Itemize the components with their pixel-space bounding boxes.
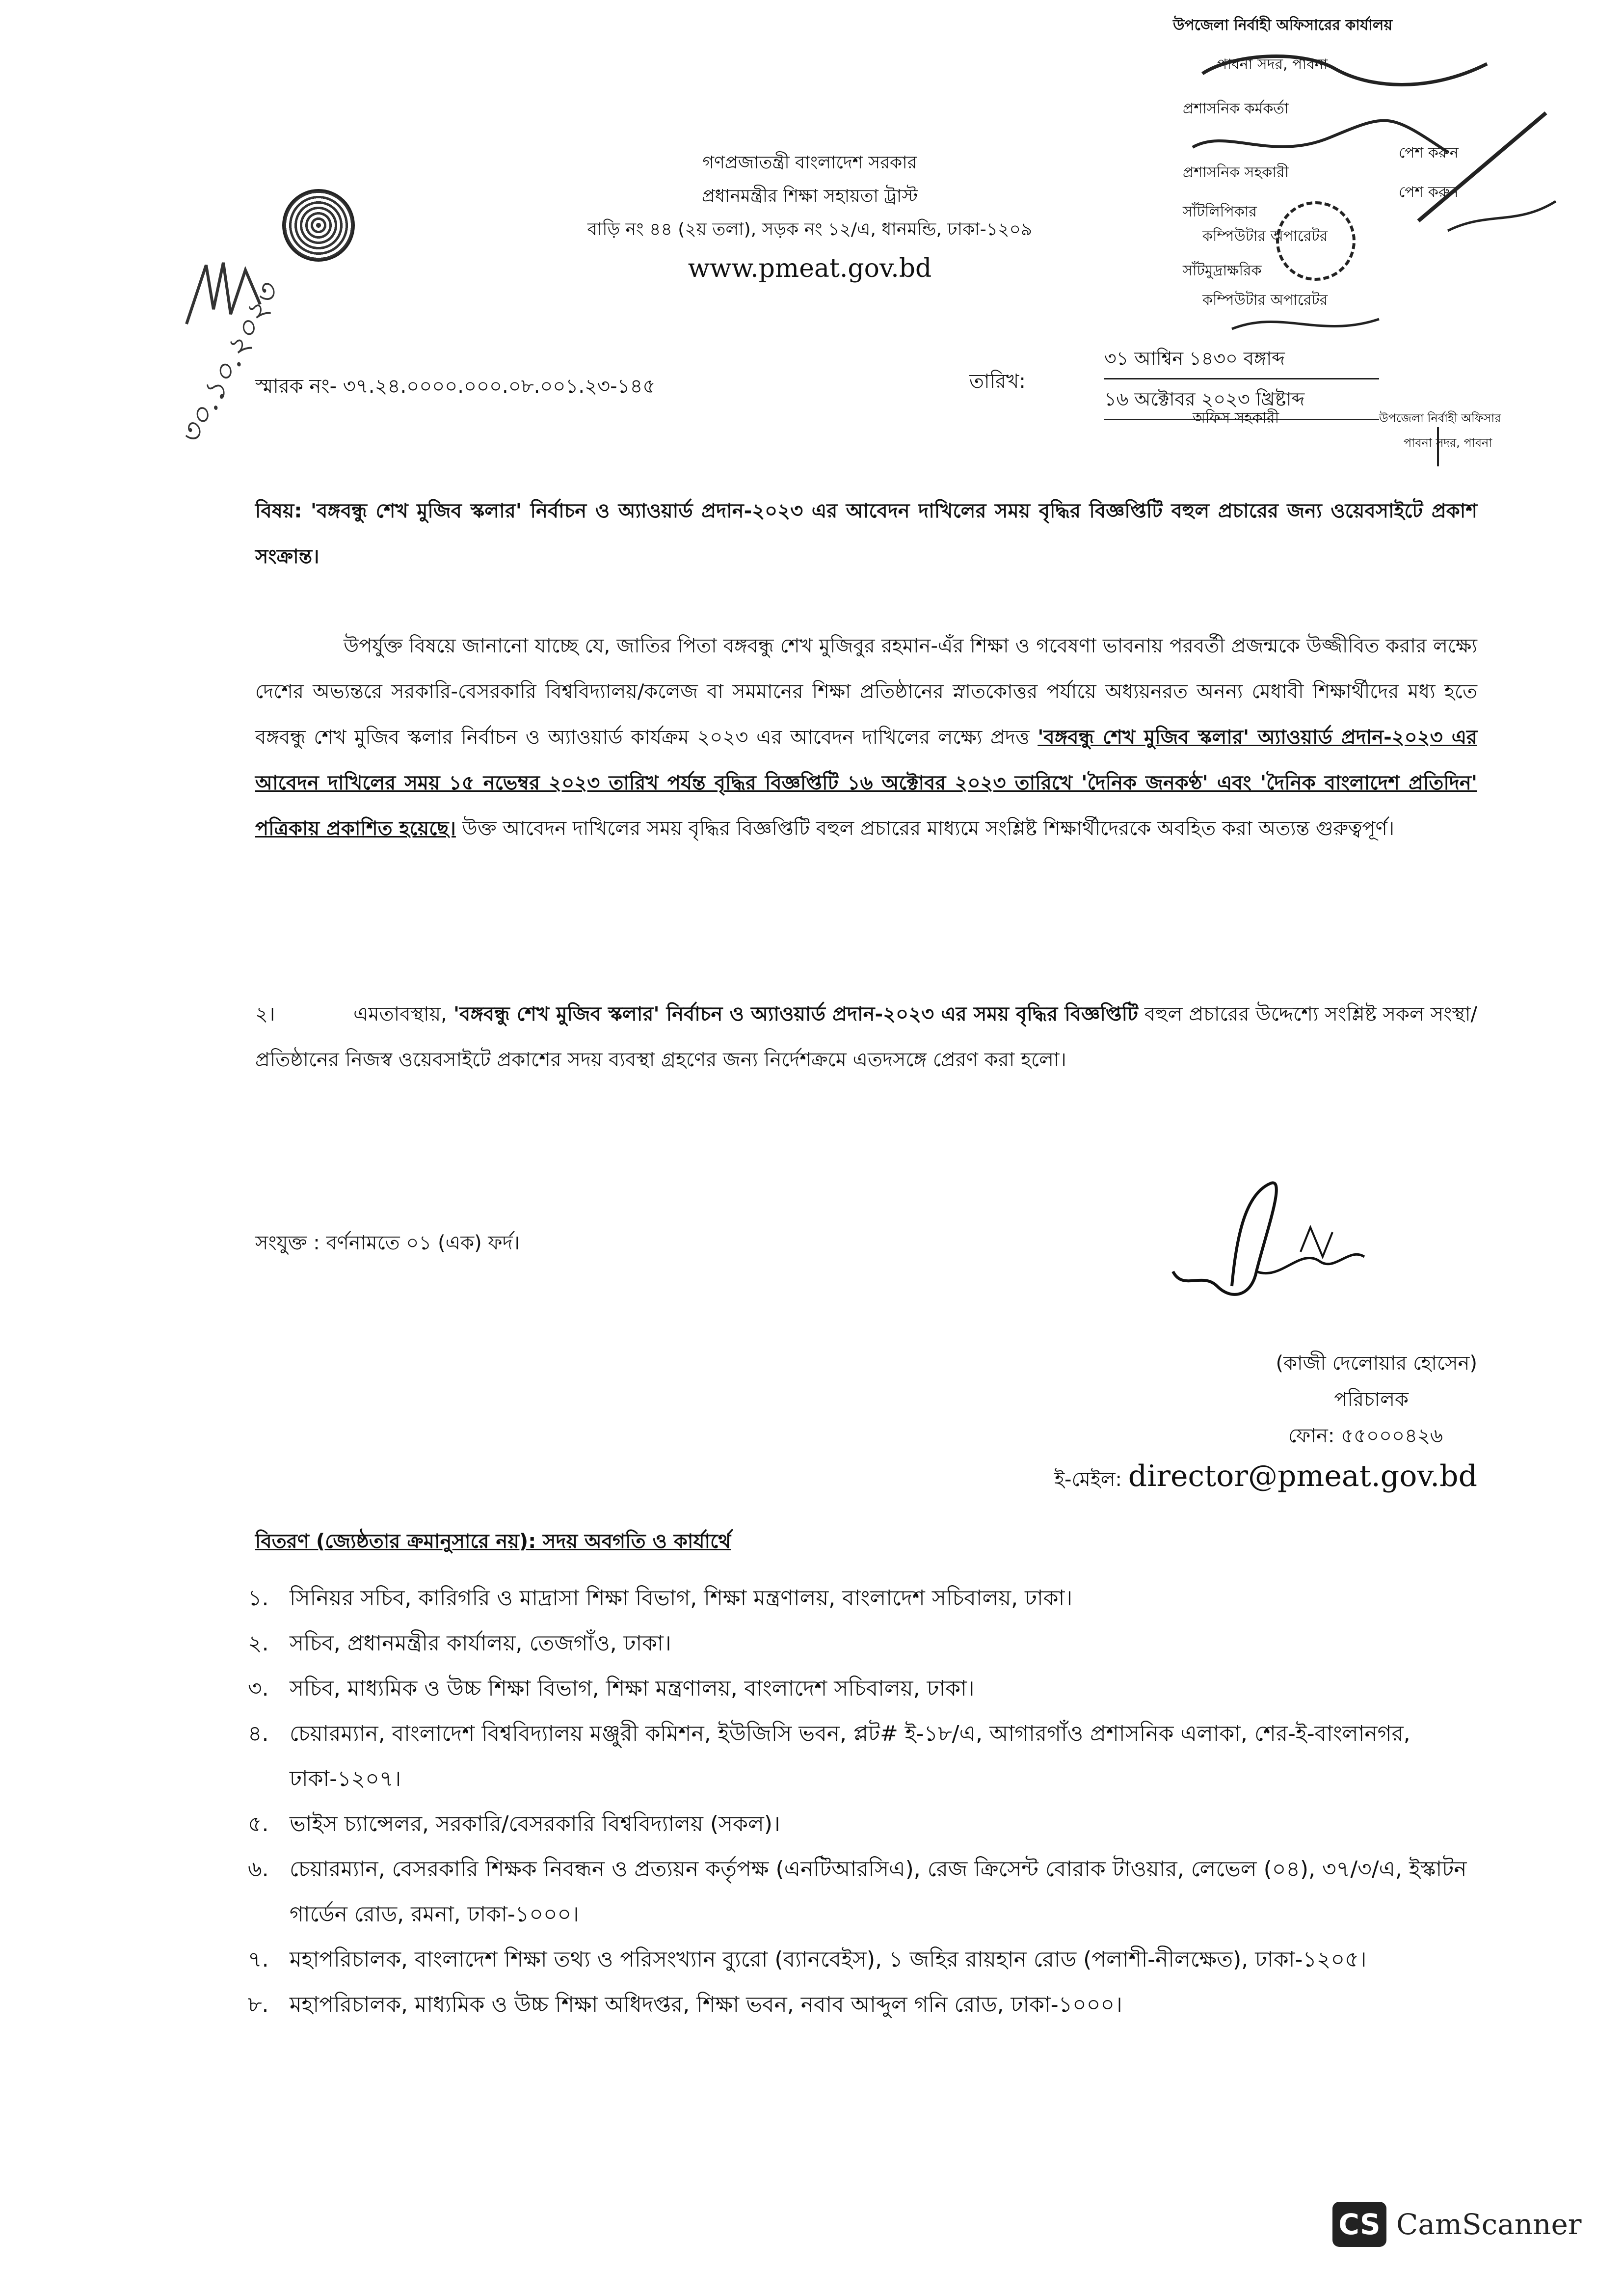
header-line-trust: প্রধানমন্ত্রীর শিক্ষা সহায়তা ট্রাস্ট: [701, 186, 918, 206]
distribution-item: [248, 1802, 1485, 1847]
stamp-footer-location: পাবনা সদর, পাবনা: [1404, 436, 1492, 450]
stamp-item: অফিস সহকারী: [1193, 409, 1279, 427]
item-text: সচিব, প্রধানমন্ত্রীর কার্যালয়, তেজগাঁও, ঢাকা।: [290, 1631, 671, 1656]
distribution-list: [248, 1576, 1485, 2027]
attachment-note: সংযুক্ত : বর্ণনামতে ০১ (এক) ফর্দ।: [255, 1232, 520, 1254]
signatory-email-line: [1026, 1458, 1477, 1498]
stamp-item: সাঁটমুদ্রাক্ষরিক: [1183, 262, 1262, 279]
distribution-item: [248, 1982, 1485, 2027]
subject-text: 'বঙ্গবন্ধু শেখ মুজিব স্কলার' নির্বাচন ও অ্যাওয়ার্ড প্রদান-২০২৩ এর আবেদন দাখিলের সময় বৃদ্ধির বিজ্ঞপ্তিটি বহুল প্রচারের জন্য ওয়েবসাইটে প্রকাশ সংক্রান্ত।: [255, 500, 1477, 568]
item-number: ৩.: [248, 1676, 269, 1701]
signatory-designation: পরিচালক: [1334, 1388, 1409, 1411]
signatory-name: (কাজী দেলোয়ার হোসেন): [1276, 1352, 1477, 1375]
header-line-address: বাড়ি নং ৪৪ (২য় তলা), সড়ক নং ১২/এ, ধানমন্ডি, ঢাকা-১২০৯: [587, 219, 1033, 240]
distribution-item: [248, 1711, 1485, 1802]
stamp-footer-office: উপজেলা নির্বাহী অফিসার: [1379, 411, 1501, 425]
distribution-item: [248, 1621, 1485, 1666]
email-label: ই-মেইল:: [1054, 1468, 1122, 1491]
stamp-office: উপজেলা নির্বাহী অফিসারের কার্যালয়: [1173, 17, 1393, 34]
stamp-item: প্রশাসনিক সহকারী: [1183, 164, 1289, 181]
stamp-mark: পেশ করুন: [1399, 184, 1459, 201]
item-text: চেয়ারম্যান, বেসরকারি শিক্ষক নিবন্ধন ও প্রত্যয়ন কর্তৃপক্ষ (এনটিআরসিএ), রেজ ক্রিসেন্ট বোরাক টাওয়ার, লেভেল (০৪), ৩৭/৩/এ, ইস্কাটন গার্ডেন রোড, রমনা, ঢাকা-১০০০।: [290, 1857, 1467, 1927]
subject-label: বিষয়:: [255, 500, 302, 522]
stamp-item: প্রশাসনিক কর্মকর্তা: [1183, 100, 1289, 117]
signatory-phone: ফোন: ৫৫০০০৪২৬: [1288, 1425, 1443, 1447]
para1-highlight: 'বঙ্গবন্ধু শেখ মুজিব স্কলার' অ্যাওয়ার্ড প্রদান-২০২৩ এর আবেদন দাখিলের সময় ১৫ নভেম্বর ২০২৩ তারিখ পর্যন্ত বৃদ্ধির বিজ্ঞপ্তিটি ১৬ অক্টোবর ২০২৩ তারিখে 'দৈনিক জনকণ্ঠ' এবং 'দৈনিক বাংলাদেশ প্রতিদিন' পত্রিকায় প্রকাশিত হয়েছে।: [255, 726, 1477, 840]
stamp-mark: পেশ করুন: [1399, 144, 1459, 162]
body-paragraph-1: [255, 623, 1477, 852]
item-number: ৭.: [248, 1947, 269, 1972]
item-number: ২.: [248, 1631, 269, 1656]
body-paragraph-2: [255, 992, 1477, 1083]
email-address[interactable]: director@pmeat.gov.bd: [1128, 1459, 1477, 1493]
para2-text-end: বহুল প্রচারের উদ্দেশ্যে সংশ্লিষ্ট সকল সংস্থা/প্রতিষ্ঠানের নিজস্ব ওয়েবসাইটে প্রকাশের সদয় ব্যবস্থা গ্রহণের জন্য নির্দেশক্রমে এতদসঙ্গে প্রেরণ করা হলো।: [255, 1003, 1477, 1071]
para1-text: উপর্যুক্ত বিষয়ে জানানো যাচ্ছে যে, জাতির পিতা বঙ্গবন্ধু শেখ মুজিবুর রহমান-এঁর শিক্ষা ও গবেষণা ভাবনায় পরবর্তী প্রজন্মকে উজ্জীবিত করার লক্ষ্যে দেশের অভ্যন্তরে সরকারি-বেসরকারি বিশ্ববিদ্যালয়/কলেজ বা সমমানের শিক্ষা প্রতিষ্ঠানের স্নাতকোত্তর পর্যায়ে অধ্যয়নরত অনন্য মেধাবী শিক্ষার্থীদের মধ্য হতে বঙ্গবন্ধু শেখ মুজিব স্কলার নির্বাচন ও অ্যাওয়ার্ড কার্যক্রম ২০২৩ এর আবেদন দাখিলের লক্ষ্যে প্রদত্ত: [255, 635, 1477, 749]
subject: [255, 488, 1477, 580]
distribution-item: [248, 1937, 1485, 1982]
para1-text-end: উক্ত আবেদন দাখিলের সময় বৃদ্ধির বিজ্ঞপ্তিটি বহুল প্রচারের মাধ্যমে সংশ্লিষ্ট শিক্ষার্থীদেরকে অবহিত করা অত্যন্ত গুরুত্বপূর্ণ।: [462, 817, 1395, 840]
date-bangla: ৩১ আশ্বিন ১৪৩০ বঙ্গাব্দ: [1104, 339, 1379, 379]
para2-number: ২।: [255, 1003, 275, 1026]
distribution-item: [248, 1666, 1485, 1711]
header-line-government: গণপ্রজাতন্ত্রী বাংলাদেশ সরকার: [702, 153, 917, 173]
item-text: সিনিয়র সচিব, কারিগরি ও মাদ্রাসা শিক্ষা বিভাগ, শিক্ষা মন্ত্রণালয়, বাংলাদেশ সচিবালয়, ঢাকা।: [290, 1586, 1073, 1611]
para2-bold: 'বঙ্গবন্ধু শেখ মুজিব স্কলার' নির্বাচন ও অ্যাওয়ার্ড প্রদান-২০২৩ এর সময় বৃদ্ধির বিজ্ঞপ্তিটি: [453, 1003, 1138, 1026]
government-seal-logo: [282, 189, 355, 262]
date-block: [1104, 339, 1379, 420]
item-number: ৬.: [248, 1857, 269, 1882]
stamp-item: সাঁটলিপিকার: [1183, 203, 1257, 220]
header-website: www.pmeat.gov.bd: [688, 254, 932, 283]
item-text: চেয়ারম্যান, বাংলাদেশ বিশ্ববিদ্যালয় মঞ্জুরী কমিশন, ইউজিসি ভবন, প্লট# ই-১৮/এ, আগারগাঁও প্রশাসনিক এলাকা, শের-ই-বাংলানগর, ঢাকা-১২০৭।: [290, 1721, 1410, 1791]
item-text: ভাইস চ্যান্সেলর, সরকারি/বেসরকারি বিশ্ববিদ্যালয় (সকল)।: [290, 1811, 780, 1837]
stamp-location: পাবনা সদর, পাবনা: [1217, 56, 1328, 73]
item-number: ৪.: [248, 1721, 269, 1746]
item-number: ৮.: [248, 1992, 269, 2017]
item-text: মহাপরিচালক, বাংলাদেশ শিক্ষা তথ্য ও পরিসংখ্যান ব্যুরো (ব্যানবেইস), ১ জহির রায়হান রোড (পলাশী-নীলক্ষেত), ঢাকা-১২০৫।: [290, 1947, 1367, 1972]
distribution-item: [248, 1576, 1485, 1621]
camscanner-text: CamScanner: [1396, 2208, 1582, 2241]
date-english: ১৬ অক্টোবর ২০২৩ খ্রিষ্টাব্দ: [1104, 379, 1379, 420]
handwritten-date: ৩০.১০.২০২৩: [171, 277, 287, 451]
memo-reference: স্মারক নং- ৩৭.২৪.০০০০.০০০.০৮.০০১.২৩-১৪৫: [255, 375, 656, 398]
item-text: মহাপরিচালক, মাধ্যমিক ও উচ্চ শিক্ষা অধিদপ্তর, শিক্ষা ভবন, নবাব আব্দুল গনি রোড, ঢাকা-১০০০।: [290, 1992, 1122, 2017]
camscanner-watermark: [1332, 2202, 1582, 2247]
item-text: সচিব, মাধ্যমিক ও উচ্চ শিক্ষা বিভাগ, শিক্ষা মন্ত্রণালয়, বাংলাদেশ সচিবালয়, ঢাকা।: [290, 1676, 975, 1701]
stamp-item: কম্পিউটার অপারেটর: [1202, 292, 1328, 309]
signature-icon: [1153, 1173, 1384, 1330]
distribution-title: বিতরণ (জ্যেষ্ঠতার ক্রমানুসারে নয়): সদয় অবগতি ও কার্যার্থে: [255, 1530, 731, 1553]
item-number: ১.: [248, 1586, 269, 1611]
date-label: তারিখ:: [969, 370, 1026, 393]
stamp-item: কম্পিউটার অপারেটর: [1202, 228, 1328, 245]
item-number: ৫.: [248, 1811, 269, 1837]
distribution-item: [248, 1847, 1485, 1937]
para2-text: এমতাবস্থায়,: [353, 1003, 447, 1026]
camscanner-logo-icon: CS: [1332, 2202, 1386, 2247]
